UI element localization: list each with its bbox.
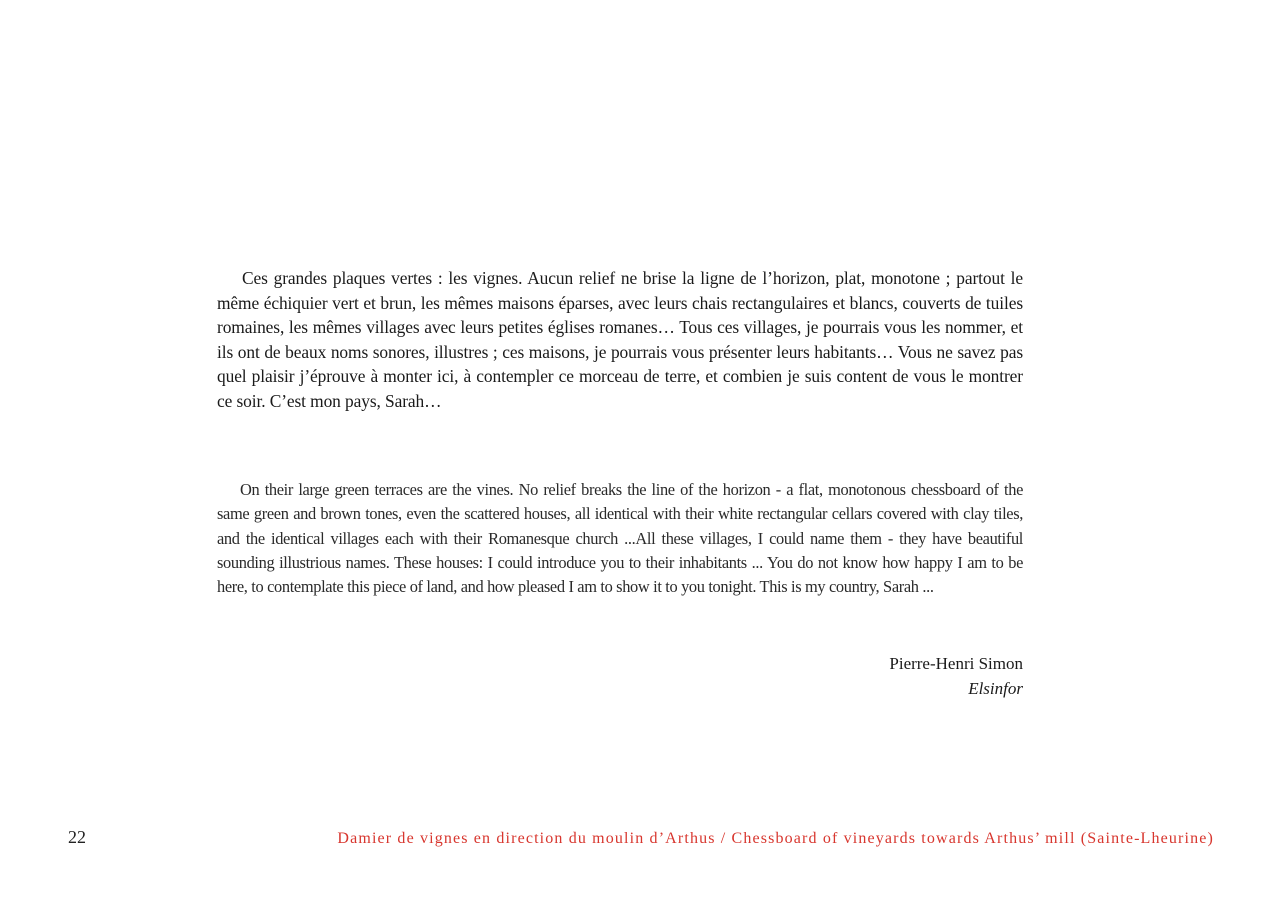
author-name: Pierre-Henri Simon — [889, 654, 1023, 673]
quote-english: On their large green terraces are the vines. No relief breaks the line of the horizon - a flat, monotonous chessboard of the same green and brown tones, even the scattered houses, all identical with their white rectangular cellars covered with clay tiles, and the identical villages each with their Romanesque church ...All these villages, I could name them - they have beautiful sounding illustrious names. These houses: I could introduce you to their inhabitants ... You do not know how happy I am to be here, to contemplate this piece of land, and how pleased I am to show it to you tonight. This is my country, Sarah ... — [217, 480, 1023, 597]
work-title: Elsinfor — [968, 678, 1023, 698]
quote-french: Ces grandes plaques vertes : les vignes. Aucun relief ne brise la ligne de l’horizon, plat, monotone ; partout le même échiquier vert et brun, les mêmes maisons éparses, avec leurs chais rectangulaires et blancs, couverts de tuiles romaines, les mêmes villages avec leurs petites églises romanes… Tous ces villages, je pourrais vous les nommer, et ils ont de beaux noms sonores, illustres ; ces maisons, je pourrais vous présenter leurs habitants… Vous ne savez pas quel plaisir j’éprouve à monter ici, à contempler ce morceau de terre, et combien je suis content de vous le montrer ce soir. C’est mon pays, Sarah… — [217, 268, 1023, 411]
page-number: 22 — [68, 827, 86, 847]
photo-caption: Damier de vignes en direction du moulin d’Arthus / Chessboard of vineyards towards Arthus’ mill (Sainte-Lheurine) — [337, 830, 1214, 847]
quote-attribution — [700, 652, 1023, 701]
